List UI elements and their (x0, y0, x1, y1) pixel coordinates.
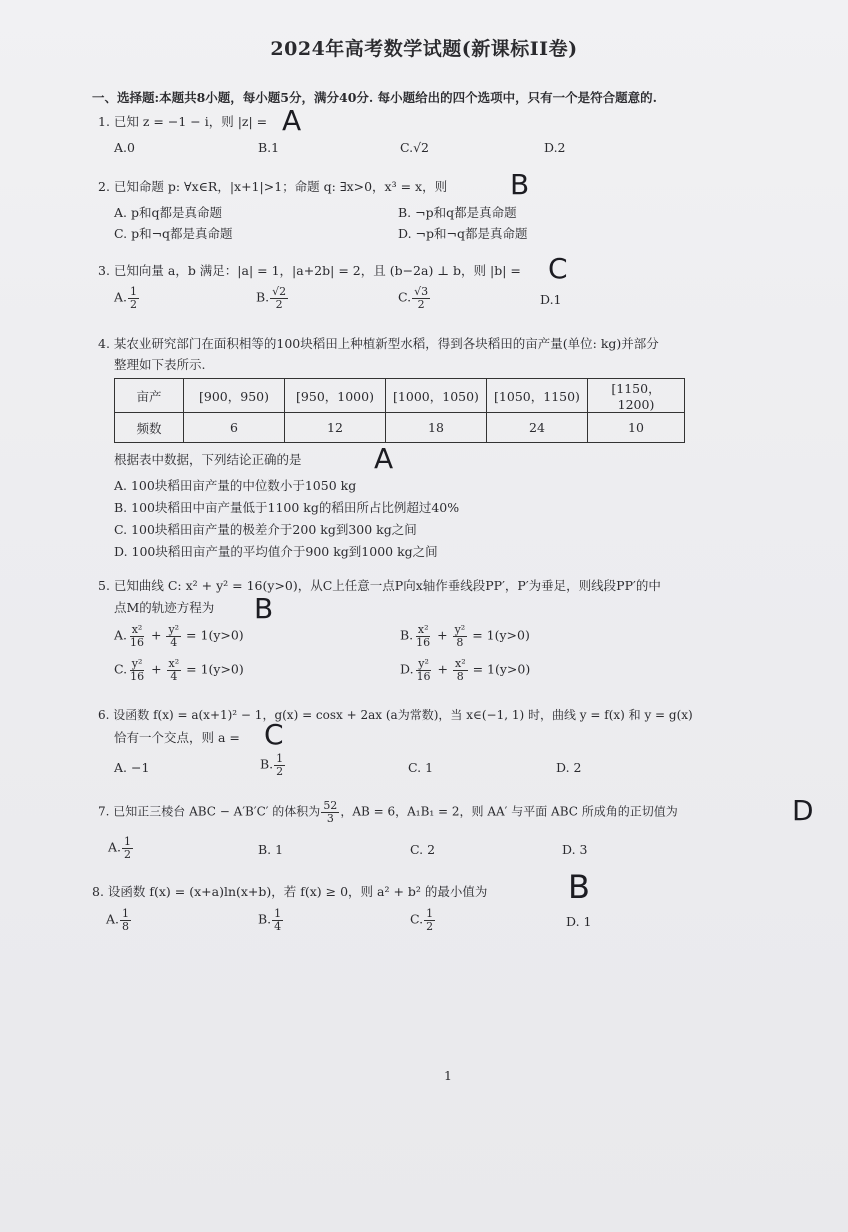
q3-option-c (398, 286, 431, 310)
fraction-numerator: 52 (323, 799, 338, 812)
fraction (167, 658, 182, 682)
q6-option-b (260, 753, 286, 777)
table-cell: [1000，1050) (386, 379, 487, 413)
table-cell: [1050，1150) (487, 379, 588, 413)
section-heading: 一、选择题:本题共8小题，每小题5分，满分40分. 每小题给出的四个选项中，只有一个是符合题意的. (92, 90, 657, 105)
q8-option-a-label: A. (106, 911, 120, 927)
table-cell: 10 (588, 413, 685, 443)
q7-option-a (108, 836, 134, 860)
q3-option-c-fraction (412, 286, 430, 310)
fraction-numerator: 1 (124, 835, 132, 848)
fraction-numerator: √2 (272, 285, 287, 298)
question-6-stem-line2: 恰有一个交点，则 a = (114, 730, 240, 745)
table-cell: 亩产 (115, 379, 184, 413)
table-cell: [950，1000) (285, 379, 386, 413)
q6-option-a: A. −1 (114, 760, 150, 775)
q3-option-c-label: C. (398, 289, 412, 305)
q3-option-a-fraction (128, 286, 139, 310)
q8-option-c-label: C. (410, 911, 424, 927)
fraction-numerator: x² (417, 623, 429, 636)
table-cell: 12 (285, 413, 386, 443)
q8-option-c (410, 908, 436, 932)
fraction-numerator: x² (454, 657, 466, 670)
q7-option-b: B. 1 (258, 842, 284, 857)
fraction-numerator: √3 (414, 285, 429, 298)
q5-option-c-label: C. (114, 661, 128, 677)
question-3-stem: 3. 已知向量 a，b 满足：|a| = 1，|a+2b| = 2，且 (b−2a) ⊥ b，则 |b| = (98, 263, 521, 278)
question-7-stem-part1: 7. 已知正三棱台 ABC − A′B′C′ 的体积为 (98, 804, 321, 819)
q3-option-b-fraction (270, 286, 288, 310)
question-7-volume-fraction (321, 800, 339, 824)
exam-title: 2024年高考数学试题(新课标II卷) (270, 38, 578, 60)
equation-rest: = 1(y>0) (186, 627, 244, 643)
q5-option-a-label: A. (114, 627, 128, 643)
q2-option-b: B. ¬p和q都是真命题 (398, 205, 517, 220)
fraction-denominator: 16 (130, 669, 145, 683)
yield-frequency-table (114, 378, 685, 443)
q3-option-d: D.1 (540, 292, 562, 307)
fraction-numerator: x² (168, 657, 180, 670)
fraction-numerator: 1 (426, 907, 434, 920)
q6-option-b-label: B. (260, 756, 274, 772)
q8-option-b-label: B. (258, 911, 272, 927)
fraction-denominator: 2 (426, 919, 434, 933)
equation-rest: = 1(y>0) (472, 661, 531, 677)
fraction (414, 624, 432, 648)
question-7-stem (98, 800, 678, 824)
fraction-denominator: 8 (456, 669, 464, 683)
question-2-stem: 2. 已知命题 p: ∀x∈R，|x+1|>1；命题 q: ∃x>0，x³ = x，则 (98, 179, 448, 194)
table-cell: 24 (487, 413, 588, 443)
question-6-stem-line1: 6. 设函数 f(x) = a(x+1)² − 1，g(x) = cosx + 2ax (a为常数)，当 x∈(−1, 1) 时，曲线 y = f(x) 和 y = g(x) (98, 708, 693, 722)
question-5-stem-line1: 5. 已知曲线 C: x² + y² = 16(y>0)，从C上任意一点P向x轴作垂线段PP′，P′为垂足，则线段PP′的中 (98, 578, 661, 593)
fraction (415, 658, 433, 682)
table-cell: [900，950) (184, 379, 285, 413)
table-cell: 18 (386, 413, 487, 443)
fraction-denominator: 16 (416, 635, 431, 649)
q6-option-d: D. 2 (556, 760, 582, 775)
q3-option-a (114, 286, 140, 310)
fraction-denominator: 4 (170, 669, 178, 683)
q1-option-a: A.0 (114, 140, 135, 155)
q8-option-d: D. 1 (566, 914, 592, 929)
q7-option-a-label: A. (108, 839, 122, 855)
q4-option-d: D. 100块稻田亩产量的平均值介于900 kg到1000 kg之间 (114, 544, 438, 559)
fraction-numerator: 1 (276, 752, 284, 765)
fraction-denominator: 2 (417, 297, 425, 311)
question-7-stem-part2: ，AB = 6，A₁B₁ = 2，则 AA′ 与平面 ABC 所成角的正切值为 (340, 804, 678, 819)
q4-option-b: B. 100块稻田中亩产量低于1100 kg的稻田所占比例超过40% (114, 500, 460, 515)
q2-option-a: A. p和q都是真命题 (114, 205, 222, 220)
q5-option-d-label: D. (400, 661, 414, 677)
fraction (453, 658, 468, 682)
q3-option-b-label: B. (256, 289, 270, 305)
q1-option-d: D.2 (544, 140, 566, 155)
handwritten-answer-3: C (548, 252, 568, 285)
fraction-denominator: 8 (122, 919, 130, 933)
q6-option-c: C. 1 (408, 760, 434, 775)
q5-option-b-label: B. (400, 627, 414, 643)
fraction-numerator: y² (168, 623, 180, 636)
q7-option-a-fraction (122, 836, 133, 860)
fraction-denominator: 2 (276, 764, 284, 778)
table-cell: 6 (184, 413, 285, 443)
table-row (115, 413, 685, 443)
fraction-denominator: 2 (130, 297, 138, 311)
q8-option-b-fraction (272, 908, 283, 932)
fraction-denominator: 16 (416, 669, 431, 683)
question-1-stem: 1. 已知 z = −1 − i，则 |z| = (98, 114, 268, 129)
q1-option-b: B.1 (258, 140, 280, 155)
fraction (453, 624, 468, 648)
question-4-stem-line1: 4. 某农业研究部门在面积相等的100块稻田上种植新型水稻，得到各块稻田的亩产量(单位: kg)并部分 (98, 336, 659, 351)
fraction-numerator: x² (131, 623, 143, 636)
table-row (115, 379, 685, 413)
q8-option-c-fraction (424, 908, 435, 932)
handwritten-answer-1: A (282, 104, 302, 137)
q8-option-a-fraction (120, 908, 131, 932)
fraction-denominator: 2 (124, 847, 132, 861)
q5-option-a: A. $\frac{\text{x²}}{16}$ + $\frac{\text{y²}}{4}$ = 1(y>0) (114, 623, 244, 649)
q4-option-c: C. 100块稻田亩产量的极差介于200 kg到300 kg之间 (114, 522, 417, 537)
fraction-numerator: y² (418, 657, 429, 670)
handwritten-answer-2: B (510, 168, 530, 201)
handwritten-answer-6: C (264, 718, 284, 751)
page-number: 1 (444, 1068, 452, 1083)
handwritten-answer-8: B (568, 868, 590, 906)
fraction-numerator: 1 (130, 285, 138, 298)
q3-option-b (256, 286, 289, 310)
handwritten-answer-4: A (374, 442, 394, 475)
handwritten-answer-7: D (792, 794, 814, 827)
fraction-denominator: 16 (130, 635, 145, 649)
q2-option-d: D. ¬p和¬q都是真命题 (398, 226, 528, 241)
equation-rest: = 1(y>0) (472, 627, 530, 643)
q7-option-c: C. 2 (410, 842, 436, 857)
q4-option-a: A. 100块稻田亩产量的中位数小于1050 kg (114, 478, 357, 493)
equation-rest: = 1(y>0) (186, 661, 244, 677)
q2-option-c: C. p和¬q都是真命题 (114, 226, 233, 241)
fraction-denominator: 8 (456, 635, 464, 649)
fraction-numerator: y² (131, 657, 143, 670)
q8-option-b (258, 908, 284, 932)
question-4-prompt: 根据表中数据，下列结论正确的是 (114, 452, 302, 467)
fraction-denominator: 3 (326, 811, 334, 825)
q8-option-a (106, 908, 132, 932)
q5-option-b: B. $\frac{\text{x²}}{16}$ + $\frac{\text{y²}}{8}$ = 1(y>0) (400, 623, 530, 649)
fraction (128, 658, 146, 682)
handwritten-answer-5: B (254, 592, 274, 625)
q6-option-b-fraction (274, 753, 285, 777)
q5-option-c: C. $\frac{\text{y²}}{16}$ + $\frac{\text{x²}}{4}$ = 1(y>0) (114, 657, 244, 683)
fraction-denominator: 4 (274, 919, 282, 933)
q5-option-d: D. $\frac{\text{y²}}{16}$ + $\frac{\text{x²}}{8}$ = 1(y>0) (400, 657, 531, 683)
question-8-stem: 8. 设函数 f(x) = (x+a)ln(x+b)，若 f(x) ≥ 0，则 a² + b² 的最小值为 (92, 884, 488, 899)
question-5-stem-line2: 点M的轨迹方程为 (114, 600, 215, 615)
question-4-stem-line2: 整理如下表所示. (114, 357, 206, 372)
table-cell: [1150，1200) (588, 379, 685, 413)
fraction-denominator: 2 (275, 297, 283, 311)
table-cell: 频数 (115, 413, 184, 443)
fraction (166, 624, 181, 648)
fraction-numerator: 1 (122, 907, 130, 920)
q7-option-d: D. 3 (562, 842, 588, 857)
fraction (128, 624, 146, 648)
fraction-denominator: 4 (170, 635, 178, 649)
q3-option-a-label: A. (114, 289, 128, 305)
q1-option-c: C.√2 (400, 140, 430, 155)
fraction-numerator: y² (454, 623, 466, 636)
fraction-numerator: 1 (274, 907, 282, 920)
